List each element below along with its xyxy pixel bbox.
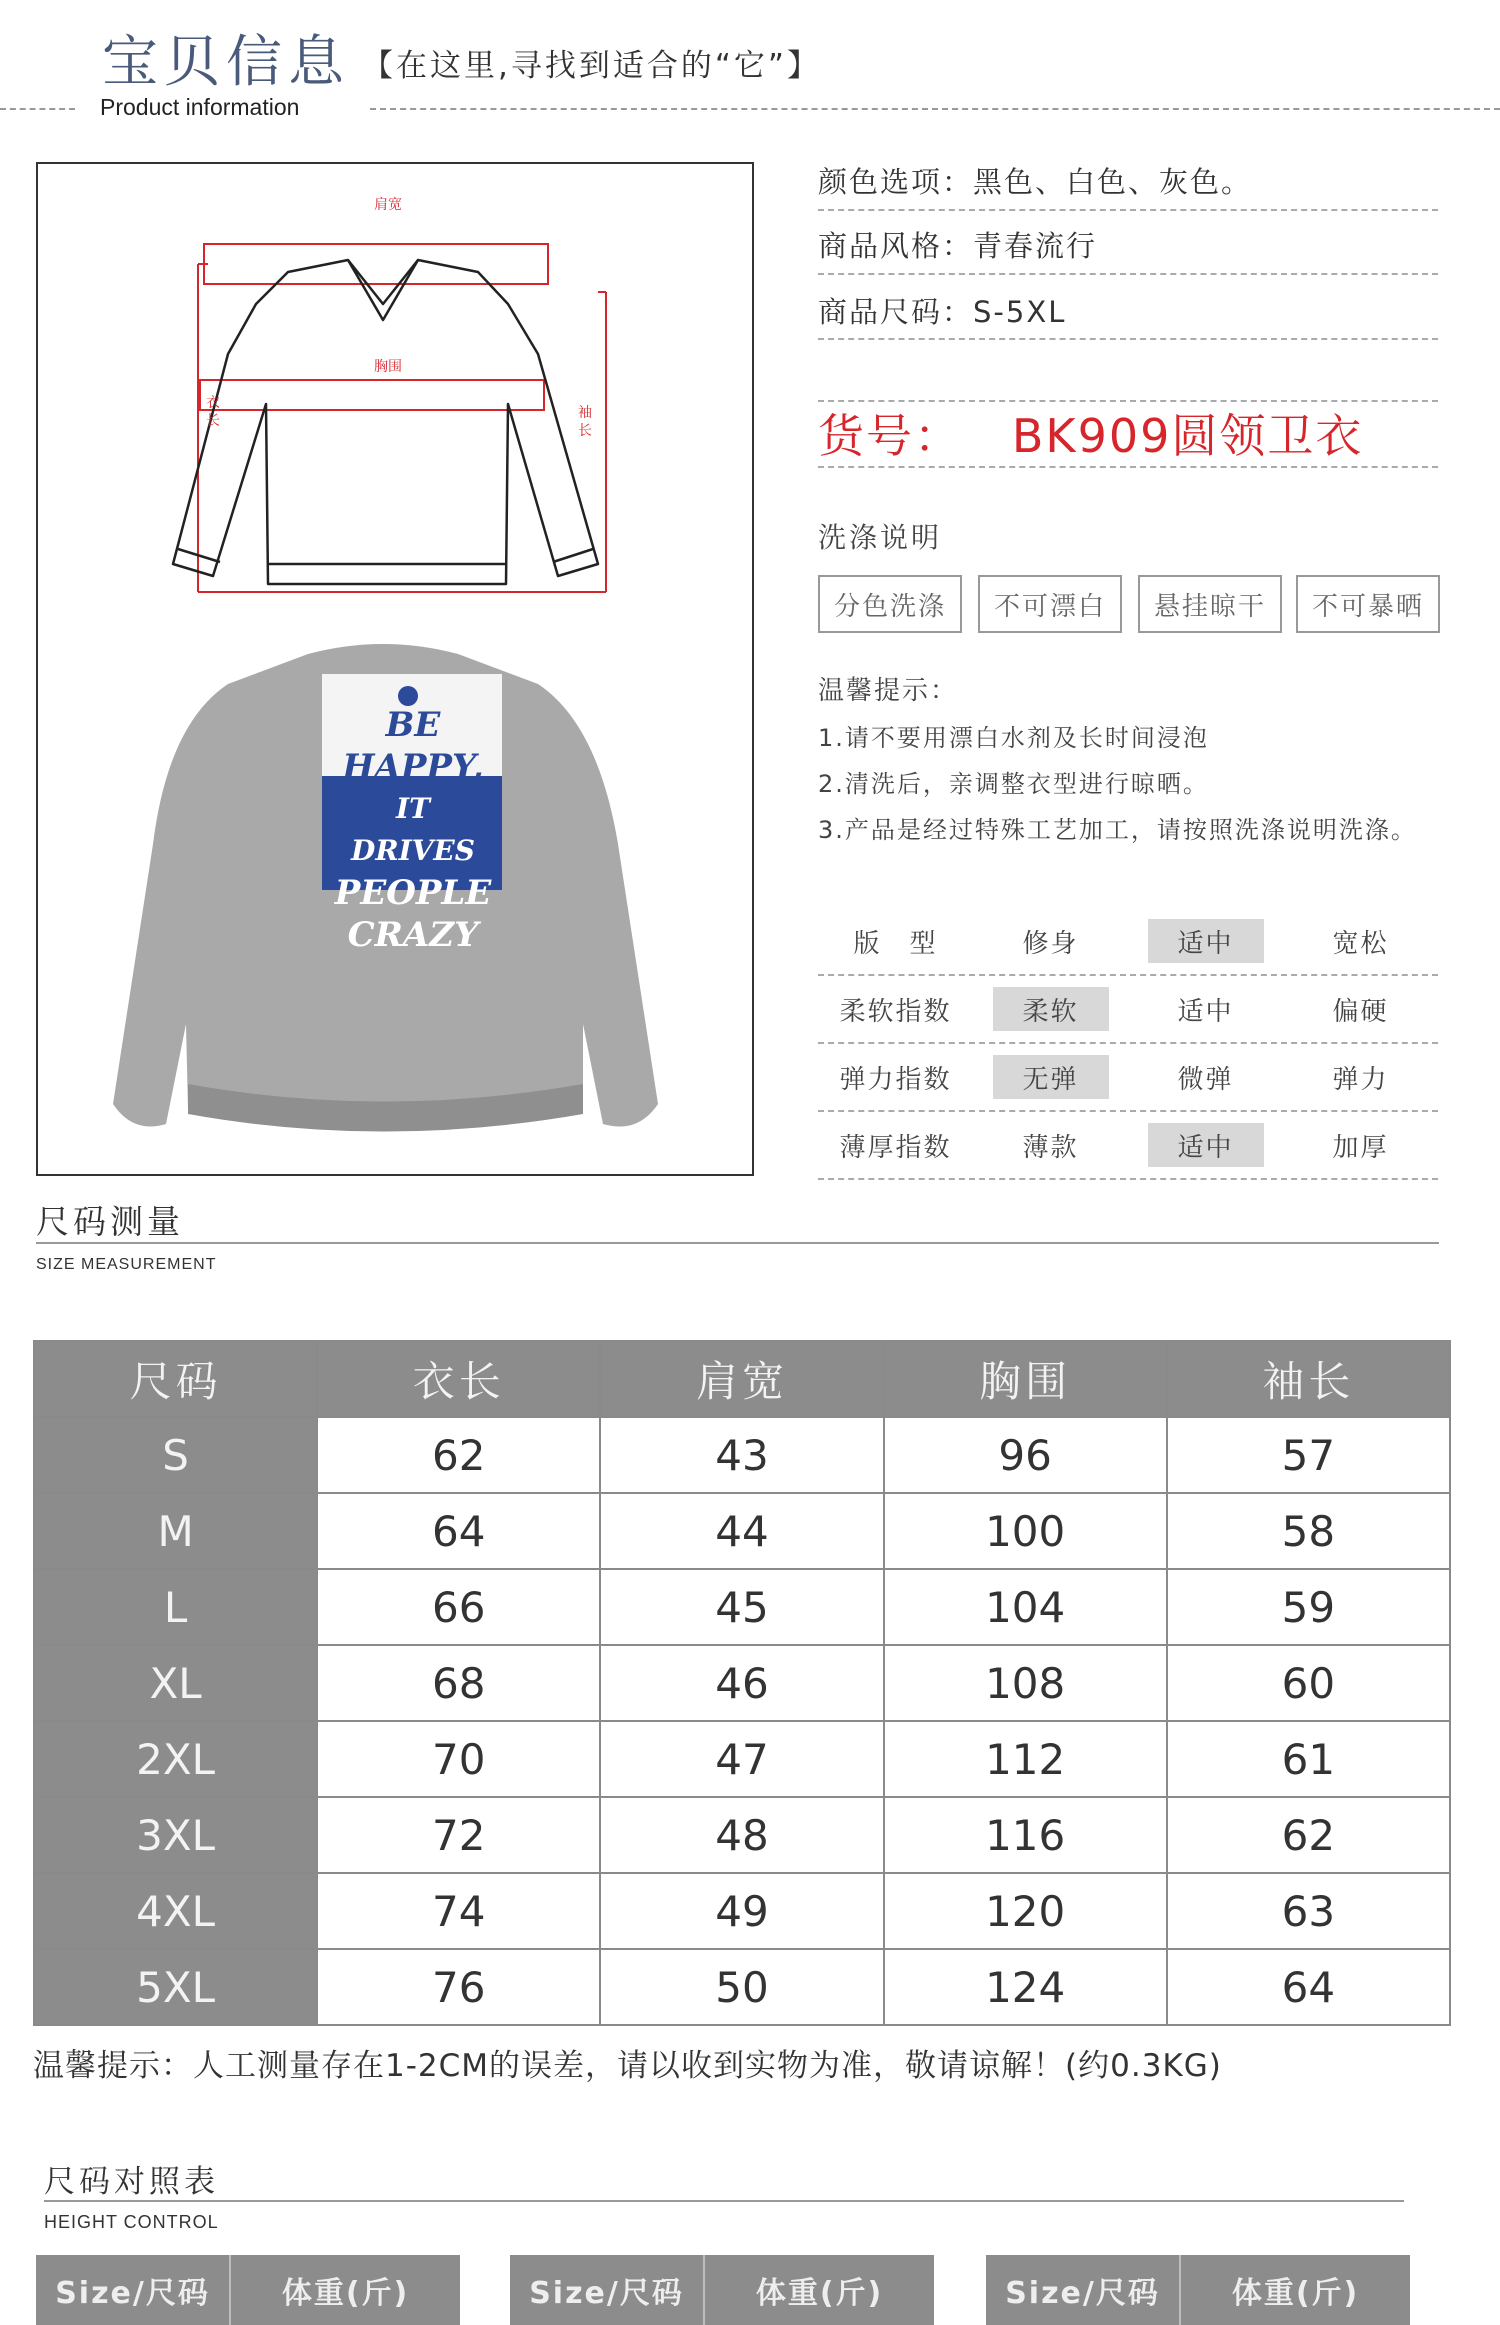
measure-cell: 74 — [317, 1873, 600, 1949]
table-row — [34, 1569, 1450, 1645]
measure-cell: 50 — [600, 1949, 883, 2025]
size-chart-title-en: HEIGHT CONTROL — [44, 2212, 219, 2232]
size-cell: L — [34, 1569, 317, 1645]
spec-style: 商品风格：青春流行 — [818, 229, 1098, 263]
print-text-line-4: PEOPLE — [334, 873, 492, 913]
print-text-line-2: HAPPY, — [342, 747, 484, 787]
attribute-option: 微弹 — [1177, 1064, 1234, 1095]
size-chart-header-3 — [986, 2255, 1410, 2325]
table-row — [34, 1873, 1450, 1949]
measure-cell: 58 — [1167, 1493, 1450, 1569]
measure-cell: 72 — [317, 1797, 600, 1873]
attribute-option: 无弹 — [993, 1055, 1109, 1099]
measure-cell: 44 — [600, 1493, 883, 1569]
measure-cell: 59 — [1167, 1569, 1450, 1645]
header-divider-right — [370, 108, 1500, 110]
table-row — [34, 1493, 1450, 1569]
spec-divider — [818, 338, 1438, 340]
table-row — [34, 1645, 1450, 1721]
tip-line-2: 2.清洗后，亲调整衣型进行晾晒。 — [818, 770, 1209, 798]
col-weight: 体重(斤) — [755, 2276, 884, 2311]
attribute-option: 偏硬 — [1332, 996, 1389, 1027]
size-measure-title-en: SIZE MEASUREMENT — [36, 1256, 217, 1273]
col-size: Size/尺码 — [510, 2255, 705, 2325]
measure-cell: 76 — [317, 1949, 600, 2025]
attribute-row — [818, 1112, 1438, 1180]
table-row — [34, 1721, 1450, 1797]
col-size: Size/尺码 — [986, 2255, 1181, 2325]
attribute-option: 适中 — [1177, 996, 1234, 1027]
measure-cell: 48 — [600, 1797, 883, 1873]
product-image-frame — [36, 162, 754, 1176]
attribute-row — [818, 908, 1438, 976]
page-title: 宝贝信息 — [102, 30, 350, 95]
label-length: 衣长 — [206, 395, 220, 429]
measure-cell: 43 — [600, 1417, 883, 1493]
size-measure-divider — [36, 1242, 1439, 1244]
print-text-line-5: CRAZY — [347, 915, 479, 955]
attribute-option: 薄款 — [1022, 1132, 1079, 1163]
measure-cell: 46 — [600, 1645, 883, 1721]
size-cell: XL — [34, 1645, 317, 1721]
tip-line-1: 1.请不要用漂白水剂及长时间浸泡 — [818, 724, 1209, 752]
measure-cell: 63 — [1167, 1873, 1450, 1949]
label-sleeve: 袖长 — [578, 405, 592, 439]
attribute-option: 修身 — [1022, 928, 1079, 959]
measure-cell: 120 — [884, 1873, 1167, 1949]
header-sleeve: 袖长 — [1167, 1341, 1450, 1417]
tips-title: 温馨提示： — [818, 676, 959, 706]
measure-cell: 64 — [317, 1493, 600, 1569]
item-number: 货号： BK909圆领卫衣 — [818, 409, 1364, 463]
measure-cell: 116 — [884, 1797, 1167, 1873]
measure-cell: 96 — [884, 1417, 1167, 1493]
measure-cell: 45 — [600, 1569, 883, 1645]
size-measure-title: 尺码测量 — [36, 1202, 184, 1241]
wash-tag-separate: 分色洗涤 — [818, 575, 962, 633]
wash-tag-hang-dry: 悬挂晾干 — [1138, 575, 1282, 633]
measure-cell: 47 — [600, 1721, 883, 1797]
label-shoulder: 肩宽 — [374, 197, 402, 213]
header-size: 尺码 — [34, 1341, 317, 1417]
size-chart-divider — [44, 2200, 1404, 2202]
measure-cell: 61 — [1167, 1721, 1450, 1797]
table-row — [34, 1417, 1450, 1493]
measure-cell: 62 — [1167, 1797, 1450, 1873]
attribute-option: 柔软 — [993, 987, 1109, 1031]
size-chart-header-2 — [510, 2255, 934, 2325]
measure-cell: 108 — [884, 1645, 1167, 1721]
attribute-label: 版 型 — [853, 928, 938, 959]
measure-cell: 112 — [884, 1721, 1167, 1797]
measure-cell: 49 — [600, 1873, 883, 1949]
header-chest: 胸围 — [884, 1341, 1167, 1417]
spec-divider — [818, 466, 1438, 468]
attribute-row — [818, 976, 1438, 1044]
page-subtitle-en: Product information — [100, 94, 300, 120]
measure-cell: 100 — [884, 1493, 1167, 1569]
wash-tag-no-sun: 不可暴晒 — [1296, 575, 1440, 633]
attribute-label: 柔软指数 — [839, 996, 952, 1027]
col-weight: 体重(斤) — [281, 2276, 410, 2311]
measure-cell: 124 — [884, 1949, 1167, 2025]
size-chart-header-1 — [36, 2255, 460, 2325]
attribute-option: 适中 — [1148, 919, 1264, 963]
attribute-label: 弹力指数 — [839, 1064, 952, 1095]
spec-color: 颜色选项：黑色、白色、灰色。 — [818, 165, 1253, 199]
measure-cell: 68 — [317, 1645, 600, 1721]
attribute-grid — [818, 908, 1438, 1180]
size-cell: 4XL — [34, 1873, 317, 1949]
measure-cell: 62 — [317, 1417, 600, 1493]
table-row — [34, 1797, 1450, 1873]
measure-cell: 66 — [317, 1569, 600, 1645]
attribute-option: 适中 — [1148, 1123, 1264, 1167]
size-cell: M — [34, 1493, 317, 1569]
size-cell: 5XL — [34, 1949, 317, 2025]
spec-divider — [818, 209, 1438, 211]
header-shoulder: 肩宽 — [600, 1341, 883, 1417]
attribute-row — [818, 1044, 1438, 1112]
spec-divider — [818, 273, 1438, 275]
wash-tag-no-bleach: 不可漂白 — [978, 575, 1122, 633]
measure-cell: 70 — [317, 1721, 600, 1797]
page-subtitle: 【在这里,寻找到适合的“它”】 — [362, 48, 821, 84]
size-cell: 2XL — [34, 1721, 317, 1797]
print-text-line-3: IT DRIVES — [351, 792, 475, 867]
print-text-line-1: BE — [385, 705, 441, 745]
attribute-option: 加厚 — [1332, 1132, 1389, 1163]
attribute-option: 宽松 — [1332, 928, 1389, 959]
size-cell: S — [34, 1417, 317, 1493]
spec-size: 商品尺码：S-5XL — [818, 295, 1067, 329]
measure-cell: 60 — [1167, 1645, 1450, 1721]
tip-line-3: 3.产品是经过特殊工艺加工，请按照洗涤说明洗涤。 — [818, 816, 1417, 844]
attribute-option: 弹力 — [1332, 1064, 1389, 1095]
attribute-label: 薄厚指数 — [839, 1132, 952, 1163]
size-cell: 3XL — [34, 1797, 317, 1873]
col-size: Size/尺码 — [36, 2255, 231, 2325]
label-chest: 胸围 — [374, 359, 402, 375]
header-divider-left — [0, 108, 75, 110]
measure-cell: 64 — [1167, 1949, 1450, 2025]
measure-cell: 104 — [884, 1569, 1167, 1645]
measure-cell: 57 — [1167, 1417, 1450, 1493]
measure-note: 温馨提示：人工测量存在1-2CM的误差，请以收到实物为准，敬请谅解！(约0.3KG) — [33, 2048, 1222, 2084]
col-weight: 体重(斤) — [1231, 2276, 1360, 2311]
table-row — [34, 1949, 1450, 2025]
size-table — [33, 1340, 1451, 2026]
size-chart-title: 尺码对照表 — [44, 2164, 219, 2200]
header-length: 衣长 — [317, 1341, 600, 1417]
wash-title: 洗涤说明 — [818, 521, 943, 554]
